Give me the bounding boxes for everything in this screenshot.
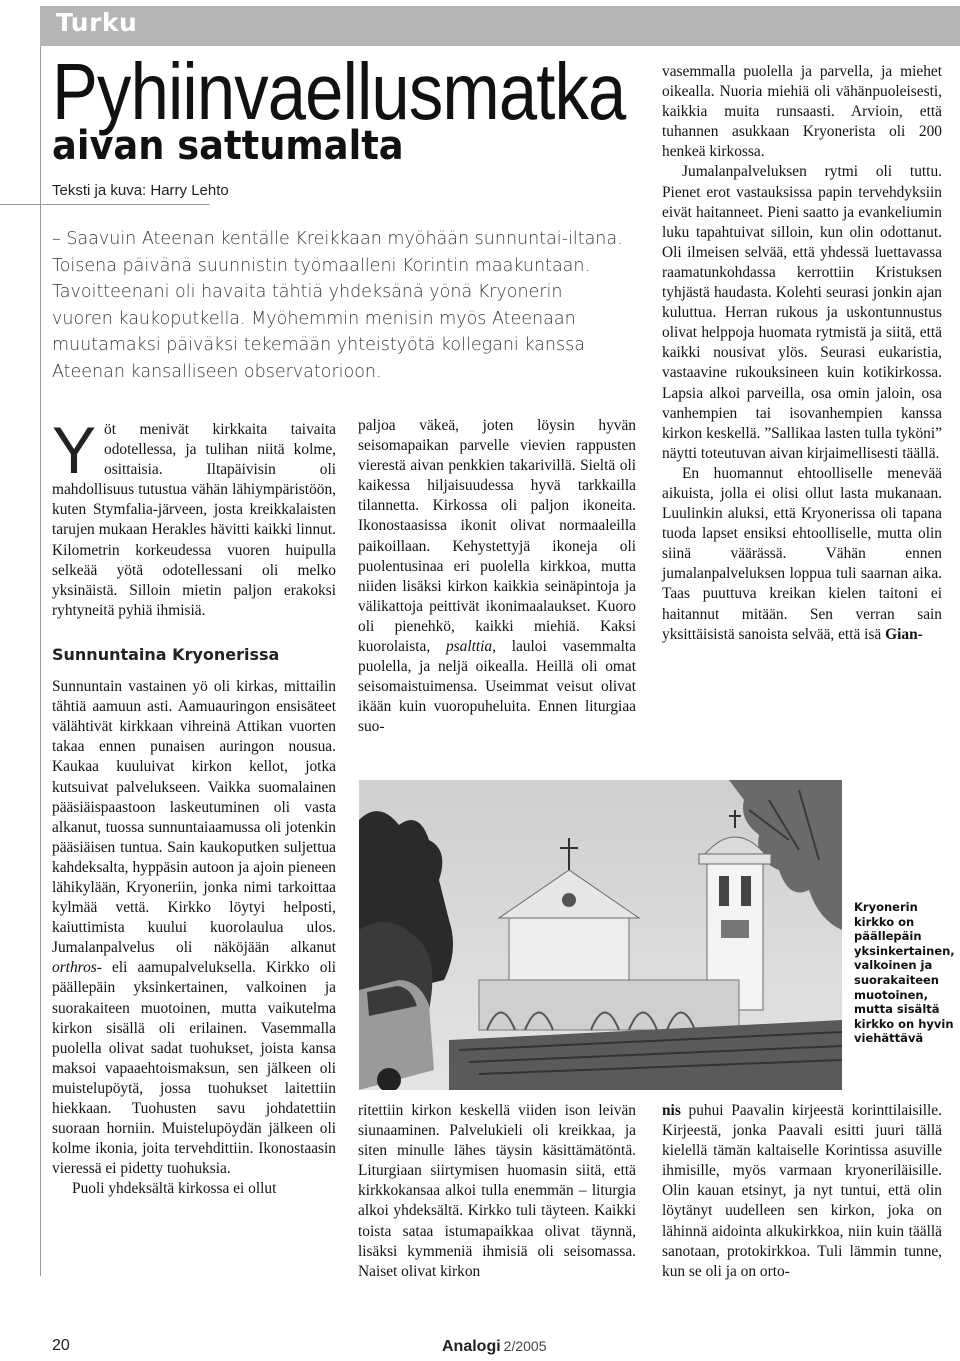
magazine-name: Analogi xyxy=(442,1338,501,1355)
text-column-2 xyxy=(358,416,636,738)
paragraph xyxy=(662,1101,942,1282)
greek-term: orthros- xyxy=(52,959,102,977)
paragraph: Puoli yhdeksältä kirkossa ei ollut xyxy=(72,1180,277,1198)
paragraph-text: En huomannut ehtoolliselle menevää aikuista, jolla ei olisi ollut lasta mukanaan. Luulinkin aluksi, että Kryonerissa oli tapana tuoda lapset ensiksi ehtoolliselle, mutta olin siinä väärässä. Vähän ennen jumalanpalveluksen loppua tuli saarnan aika. Taas puuttuva kreikan kielen taitoni ei haitannut mitään. Sen verran sain yksittäisistä sanoista selvää, että isä xyxy=(662,464,942,643)
church-photo xyxy=(359,780,842,1090)
drop-cap: Y xyxy=(52,413,97,487)
paragraph-text: puhui Paavalin kirjeestä korinttilaisille. Kirjeestä, jonka Paavali esitti juuri tällä kielellä tämän kaltaiselle Korintissa asuville ihmisille, myös varmaan kryoneriläisille. Olin kauan etsinyt, ja nyt tuntui, että olin löytänyt uudelleen sen kirkon, joka on lähinnä aidointa alkukirkkoa, niin kuin täällä sanotaan, protokirkkoa. Tuli lämmin tunne, kun se oli ja on orto- xyxy=(662,1102,942,1280)
text-column-3 xyxy=(662,62,942,645)
page-number: 20 xyxy=(52,1337,70,1354)
byline: Teksti ja kuva: Harry Lehto xyxy=(52,182,229,199)
section-heading: Sunnuntaina Kryonerissa xyxy=(52,644,280,664)
paragraph xyxy=(358,416,636,738)
church-photo-illustration xyxy=(359,780,842,1090)
text-column-3-bottom xyxy=(662,1101,942,1282)
paragraph: ritettiin kirkon keskellä viiden ison leivän siunaaminen. Palvelukieli oli kreikkaa, ja siten minulle lähes täysin käsittämätöntä. Liturgiaan siirtymisen huomasin siitä, että kirkkokansaa alkoi tulla enemmän – liturgia alkoi yhdeksältä. Kirkko tuli täyteen. Kaikki toista sataa istumapaikkaa olivat täynnä, lisäksi kymmeniä ihmisiä oli seisomassa. Naiset olivat kirkon xyxy=(358,1102,636,1280)
magazine-footer xyxy=(442,1338,547,1356)
text-column-2-bottom xyxy=(358,1101,636,1282)
name-fragment: Gian- xyxy=(885,625,923,643)
paragraph xyxy=(52,413,336,621)
byline-rule xyxy=(0,204,210,205)
photo-caption: Kryonerin kirkko on päällepäin yksinkertainen, valkoinen ja suorakaiteen muotoinen, mutta sisältä kirkko on hyvin viehättävä xyxy=(854,900,955,1046)
issue-number: 2/2005 xyxy=(503,1338,547,1354)
lead-paragraph: – Saavuin Ateenan kentälle Kreikkaan myöhään sunnuntai-iltana. Toisena päivänä suunnistin työmaalleni Korintin maakuntaan. Tavoitteenani oli havaita tähtiä yhdeksänä yönä Kryonerin vuoren kaukoputkella. Myöhemmin menisin myös Ateenaan muutamaksi päiväksi tekemään yhteistyötä kollegani kanssa Ateenan kansalliseen observatorioon. xyxy=(52,229,623,382)
paragraph xyxy=(662,464,942,645)
text-column-1 xyxy=(52,413,336,1199)
name-fragment: nis xyxy=(662,1102,681,1119)
paragraph-text: öt menivät kirkkaita taivaita odotellessa, ja tulihan niitä kolme, osittaisia. Iltapäivisin oli mahdollisuus tutustua vähän lähiympäristöön, kuten Stymfalia-järveen, josta kreikkalaisten tarujen mukaan Herakles hävitti kaikki linnut. Kilometrin korkeudessa vuoren huipulla selkeää yötä odotellessani oli melko yksinäistä. Silloin mietin paljon erakoksi ryhtyneitä pyhiä ihmisiä. xyxy=(52,421,336,619)
article-title: Pyhiinvaellusmatka xyxy=(52,47,626,136)
margin-rule xyxy=(40,46,41,1276)
section-label: Turku xyxy=(56,8,138,37)
paragraph xyxy=(52,677,336,1179)
paragraph: vasemmalla puolella ja parvella, ja miehet oikealla. Nuoria miehiä oli vähänpuoleisesti, kaikkia muita runsaasti. Arvioin, että tuhannen asukkaan Kryonerista oli 200 henkeä kirkossa. xyxy=(662,63,942,161)
paragraph-text: eli aamupalveluksella. Kirkko oli päällepäin yksinkertainen, valkoinen ja suorakaiteen muotoinen, mutta vaikutelma kirkon sisällä oli erilainen. Vasemmalla puolella olivat sadat tuohukset, joista kansa maksoi vapaaehtoismaksun, sen jälkeen oli muistelupöytä, jossa tuohukset laitettiin hiekkaan. Tuohusten savu johdatettiin suoraan horniin. Muistelupöydän jälkeen oli kolme ikonia, joita tervehdittiin. Ikonostaasin vieressä ei pidetty tuohuksia. xyxy=(52,959,336,1178)
section-band xyxy=(40,6,960,46)
greek-term: psalttia xyxy=(445,638,493,656)
paragraph-text: , lauloi vasemmalta puolella, ja neljä oikealla. Heillä oli omat seisomaistuimensa. Useimmat veisut olivat ikään kuin vuoropuheluita. Ennen liturgiaa suo- xyxy=(358,638,636,736)
article-subtitle: aivan sattumalta xyxy=(52,123,404,169)
paragraph-text: Sunnuntain vastainen yö oli kirkas, mittailin tähtiä aamuun asti. Aamuauringon ensisäteet välähtivät kirkkaan vihreinä Attikan vuorten takaa ennen punaisen auringon nousua. Kaukaa kuuluivat kirkon kellot, jotka kutsuivat palvelukseen. Vaikka suomalainen pääsiäispaastoon laskeutuminen oli vasta alkanut, tuossa sunnuntaiaamussa oli jotenkin pääsiäisen tuntua. Sain kaukoputken suljettua kahdeksalta, hyppäsin autoon ja ajoin pieneen lähikylään, Kryoneriin, jonka nimi tarkoittaa kylmää vettä. Kirkko löytyi helposti, kaiuttimista kuului kuorolaulua ulos. Jumalanpalvelus oli näköjään alkanut xyxy=(52,678,336,957)
paragraph-text: paljoa väkeä, joten löysin hyvän seisomapaikan parvelle vievien rappusten vierestä aivan penkkien takarivillä. Sieltä oli kaikessa hiljaisuudessa hyvä tarkkailla tilannetta. Kirkossa oli paljon ikoneita. Ikonostaasissa ikonit olivat normaaleilla paikoillaan. Kehystettyjä ikoneja oli puolentusinaa eri puolella kirkkoa, mutta niiden lisäksi kirkon kaikkia seinäpintoja ja välikattoja peittivät ikonimaalaukset. Kuoro oli pienehkö, kaikki miehiä. Kaksi kuorolaista, xyxy=(358,417,636,656)
paragraph: Jumalanpalveluksen rytmi oli tuttu. Pienet erot vastauksissa papin tervehdyksiin eivät haitanneet. Pieni saatto ja evankeliumin luku tapahtuivat silloin, kun olin odottanut. Oli ilmeisen selvää, että yhdessä luettavassa raamatunkohdassa kerrottiin Kristuksen tyhjästä haudasta. Kolehti seurasi jonkin ajan kuluttua. Herran rukous ja uskontunnustus olivat helppoja huomata rytmistä ja siitä, että kaikki nousivat ylös. Seurasi eukaristia, vastaavine rukouksineen kuin kotikirkossa. Lapsia alkoi parveilla, osa omin jaloin, osa vanhempien tai isovanhempien kanssa kirkon keskellä. ”Sallikaa lasten tulla tyköni” näytti toteutuvan aivan kirjaimellisesti täällä. xyxy=(662,163,942,462)
